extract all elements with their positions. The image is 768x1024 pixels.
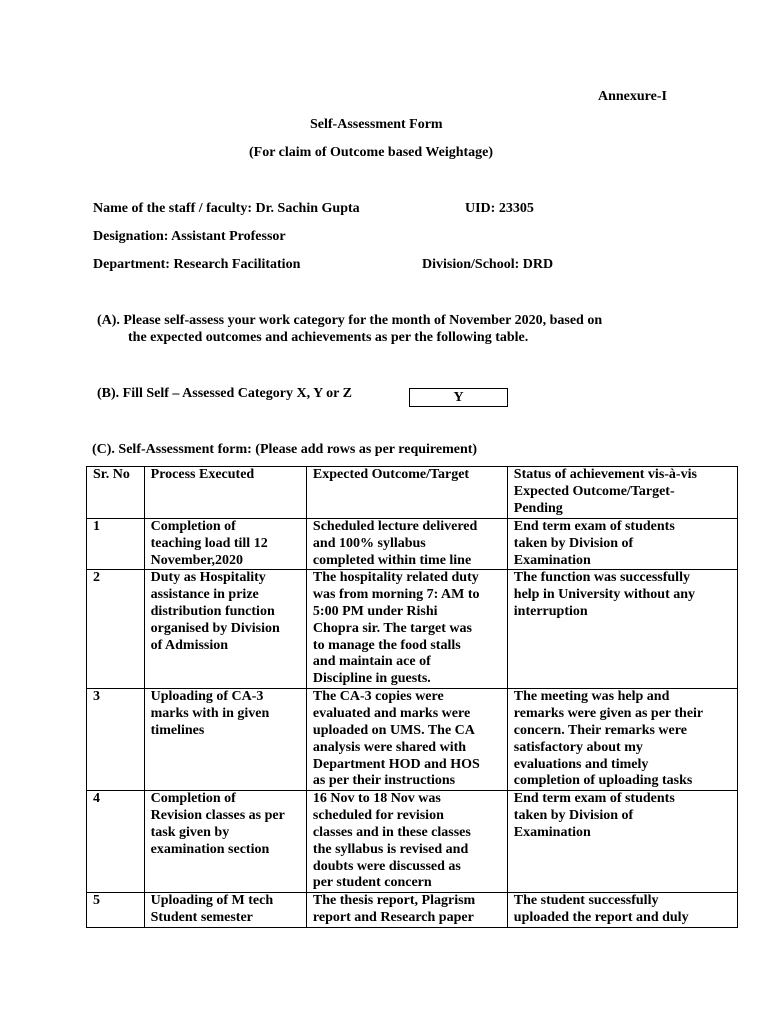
table-header-row — [87, 467, 768, 519]
header-process: Process Executed — [144, 467, 306, 519]
cell-status: The meeting was help and remarks were given as per their concern. Their remarks were satisfactory about my evaluations and timely completion of uploading tasks — [507, 689, 738, 791]
cell-outcome: The thesis report, Plagrism report and Research paper — [306, 893, 507, 928]
cell-sr: 3 — [87, 689, 145, 791]
section-a-line1: (A). Please self-assess your work category for the month of November 2020, based on — [97, 313, 603, 328]
section-c-label: (C). Self-Assessment form: (Please add rows as per requirement) — [92, 442, 478, 457]
cell-process: Uploading of CA-3 marks with in given timelines — [144, 689, 306, 791]
table-edge — [738, 467, 768, 519]
table-edge — [738, 689, 768, 791]
staff-department: Department: Research Facilitation — [93, 257, 301, 272]
table-edge — [738, 893, 768, 928]
cell-status: End term exam of students taken by Division of Examination — [507, 791, 738, 893]
cell-process: Completion of teaching load till 12 November,2020 — [144, 519, 306, 570]
cell-status: The function was successfully help in University without any interruption — [507, 570, 738, 689]
table-row — [87, 791, 768, 893]
table-edge — [738, 791, 768, 893]
cell-outcome: Scheduled lecture delivered and 100% syllabus completed within time line — [306, 519, 507, 570]
cell-sr: 2 — [87, 570, 145, 689]
staff-name: Name of the staff / faculty: Dr. Sachin Gupta — [93, 201, 360, 216]
header-status: Status of achievement vis-à-vis Expected Outcome/Target- Pending — [507, 467, 738, 519]
cell-sr: 4 — [87, 791, 145, 893]
cell-process: Completion of Revision classes as per task given by examination section — [144, 791, 306, 893]
header-sr-no: Sr. No — [87, 467, 145, 519]
cell-outcome: The CA-3 copies were evaluated and marks were uploaded on UMS. The CA analysis were shared with Department HOD and HOS as per their instructions — [306, 689, 507, 791]
section-a-line2: the expected outcomes and achievements as per the following table. — [128, 330, 529, 345]
category-field[interactable]: Y — [409, 388, 508, 407]
staff-division: Division/School: DRD — [422, 257, 554, 272]
section-b-label: (B). Fill Self – Assessed Category X, Y or Z — [97, 386, 352, 401]
staff-uid: UID: 23305 — [465, 201, 534, 216]
cell-process: Duty as Hospitality assistance in prize distribution function organised by Division of Admission — [144, 570, 306, 689]
table-row — [87, 519, 768, 570]
form-title: Self-Assessment Form — [310, 117, 443, 132]
cell-sr: 5 — [87, 893, 145, 928]
table-edge — [738, 519, 768, 570]
cell-outcome: 16 Nov to 18 Nov was scheduled for revision classes and in these classes the syllabus is revised and doubts were discussed as per student concern — [306, 791, 507, 893]
table-row — [87, 570, 768, 689]
form-subtitle: (For claim of Outcome based Weightage) — [249, 145, 494, 160]
staff-designation: Designation: Assistant Professor — [93, 229, 286, 244]
annexure-label: Annexure-I — [598, 89, 667, 104]
cell-status: The student successfully uploaded the report and duly — [507, 893, 738, 928]
section-a-instruction — [97, 312, 697, 346]
cell-outcome: The hospitality related duty was from morning 7: AM to 5:00 PM under Rishi Chopra sir. The target was to manage the food stalls and maintain ace of Discipline in guests. — [306, 570, 507, 689]
cell-sr: 1 — [87, 519, 145, 570]
table-edge — [738, 570, 768, 689]
cell-status: End term exam of students taken by Division of Examination — [507, 519, 738, 570]
header-outcome: Expected Outcome/Target — [306, 467, 507, 519]
assessment-table — [86, 466, 768, 928]
cell-process: Uploading of M tech Student semester — [144, 893, 306, 928]
table-row — [87, 689, 768, 791]
table-row — [87, 893, 768, 928]
